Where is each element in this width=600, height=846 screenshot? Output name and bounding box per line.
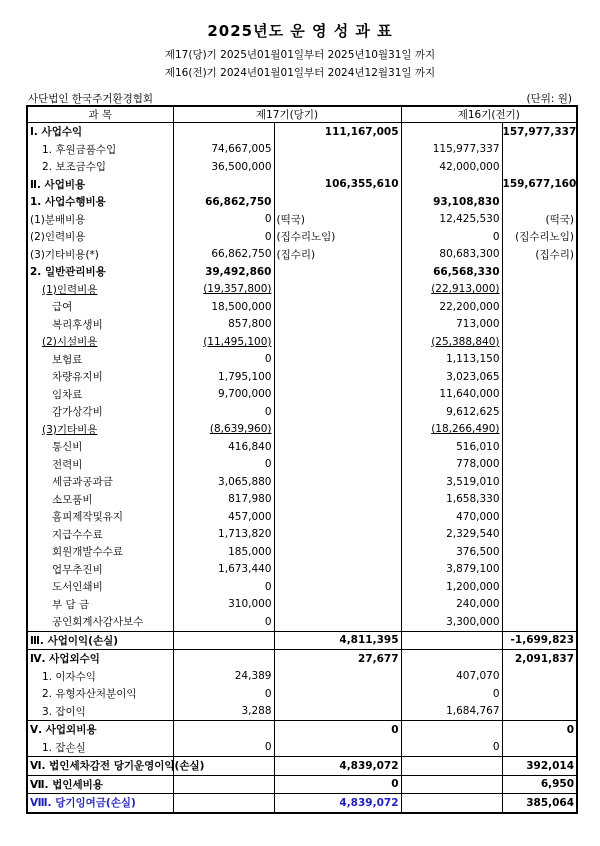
prior-total: 157,977,337	[502, 125, 577, 138]
current-total: (집수리노임)	[274, 228, 401, 246]
current-subtotal: 0	[173, 685, 274, 703]
prior-subtotal: 9,612,625	[401, 403, 502, 421]
prior-subtotal: 0	[401, 739, 502, 757]
current-subtotal: 1,795,100	[173, 368, 274, 386]
table-row	[27, 650, 577, 668]
table-row	[27, 526, 577, 544]
row-label: 홈피제작및유지	[27, 508, 173, 526]
table-row	[27, 508, 577, 526]
table-row	[27, 668, 577, 686]
table-row	[27, 351, 577, 369]
prior-subtotal: 407,070	[401, 668, 502, 686]
table-row	[27, 193, 577, 211]
row-label: 소모품비	[27, 491, 173, 509]
prior-total	[502, 596, 577, 614]
current-total	[274, 473, 401, 491]
prior-total	[502, 263, 577, 281]
row-label: 감가상각비	[27, 403, 173, 421]
row-label: Ⅶ. 법인세비용	[27, 775, 173, 794]
current-total: 106,355,610	[274, 176, 401, 194]
prior-subtotal: 115,977,337	[401, 141, 502, 159]
table-row	[27, 613, 577, 631]
document-title: 2025년도 운 영 성 과 표	[207, 22, 393, 40]
current-subtotal: 0	[173, 228, 274, 246]
current-total	[274, 141, 401, 159]
current-total	[274, 685, 401, 703]
current-subtotal	[173, 631, 274, 650]
row-label: Ⅳ. 사업외수익	[27, 650, 173, 668]
current-total: 4,839,072	[274, 757, 401, 776]
table-row	[27, 263, 577, 281]
current-total	[274, 703, 401, 721]
prior-total	[502, 316, 577, 334]
prior-subtotal	[401, 721, 502, 739]
current-subtotal: 1,673,440	[173, 561, 274, 579]
current-subtotal	[173, 721, 274, 739]
current-total	[274, 158, 401, 176]
row-label: 1. 잡손실	[27, 739, 173, 757]
prior-subtotal	[401, 176, 502, 194]
table-row	[27, 794, 577, 813]
row-label: 3. 잡이익	[27, 703, 173, 721]
current-total	[274, 333, 401, 351]
row-label: 통신비	[27, 438, 173, 456]
current-total: 4,811,395	[274, 631, 401, 650]
current-total	[274, 351, 401, 369]
current-subtotal: 416,840	[173, 438, 274, 456]
current-total	[274, 543, 401, 561]
table-row	[27, 386, 577, 404]
prior-total	[502, 421, 577, 439]
table-row	[27, 543, 577, 561]
table-header-row	[27, 106, 577, 123]
current-subtotal: 185,000	[173, 543, 274, 561]
row-label: 지급수수료	[27, 526, 173, 544]
current-subtotal: 817,980	[173, 491, 274, 509]
current-subtotal: (11,495,100)	[173, 333, 274, 351]
prior-total	[502, 613, 577, 631]
row-label: 1. 후원금품수입	[27, 141, 173, 159]
row-label: 1. 이자수익	[27, 668, 173, 686]
prior-total	[502, 281, 577, 299]
row-label: Ⅱ. 사업비용	[27, 176, 173, 194]
prior-total	[502, 685, 577, 703]
prior-subtotal	[401, 775, 502, 794]
current-subtotal: 66,862,750	[173, 193, 274, 211]
current-subtotal: 0	[173, 351, 274, 369]
current-subtotal: (19,357,800)	[173, 281, 274, 299]
table-row	[27, 596, 577, 614]
prior-subtotal: 2,329,540	[401, 526, 502, 544]
header-current: 제17기(당기)	[173, 106, 401, 123]
current-subtotal	[173, 794, 274, 813]
current-total: 0	[274, 775, 401, 794]
current-total	[274, 298, 401, 316]
row-label: 임차료	[27, 386, 173, 404]
current-total	[274, 316, 401, 334]
prior-subtotal: 470,000	[401, 508, 502, 526]
current-total	[274, 491, 401, 509]
prior-total	[502, 508, 577, 526]
row-label: (1)분배비용	[27, 211, 173, 229]
table-row	[27, 703, 577, 721]
current-subtotal: 1,713,820	[173, 526, 274, 544]
prior-total	[502, 456, 577, 474]
prior-subtotal: 240,000	[401, 596, 502, 614]
current-subtotal: 0	[173, 456, 274, 474]
current-subtotal: 0	[173, 613, 274, 631]
prior-total	[502, 368, 577, 386]
operating-results-table	[26, 105, 578, 814]
table-row	[27, 561, 577, 579]
current-total: (집수리)	[274, 246, 401, 264]
table-row	[27, 757, 577, 776]
prior-subtotal: 22,200,000	[401, 298, 502, 316]
prior-subtotal: 713,000	[401, 316, 502, 334]
current-total	[274, 281, 401, 299]
prior-total	[502, 543, 577, 561]
table-row	[27, 438, 577, 456]
table-row	[27, 246, 577, 264]
row-label: 전력비	[27, 456, 173, 474]
current-total: (떡국)	[274, 211, 401, 229]
prior-total: -1,699,823	[502, 631, 577, 650]
row-label: Ⅵ. 법인세차감전 당기운영이익(손실)	[27, 757, 173, 776]
table-row	[27, 141, 577, 159]
current-subtotal	[173, 775, 274, 794]
prior-subtotal	[401, 631, 502, 650]
prior-subtotal: 66,568,330	[401, 263, 502, 281]
current-total	[274, 386, 401, 404]
table-body	[27, 123, 577, 813]
current-subtotal: 3,065,880	[173, 473, 274, 491]
table-row	[27, 211, 577, 229]
prior-total	[502, 351, 577, 369]
row-label: 차량유지비	[27, 368, 173, 386]
prior-subtotal	[401, 650, 502, 668]
current-subtotal	[173, 123, 274, 141]
prior-total	[502, 403, 577, 421]
prior-subtotal: 516,010	[401, 438, 502, 456]
table-row	[27, 158, 577, 176]
current-total	[274, 421, 401, 439]
prior-subtotal: (22,913,000)	[401, 281, 502, 299]
unit-label: (단위: 원)	[526, 93, 572, 105]
header-item: 과 목	[27, 106, 173, 123]
current-subtotal: (8,639,960)	[173, 421, 274, 439]
row-label: 2. 유형자산처분이익	[27, 685, 173, 703]
prior-subtotal: 1,200,000	[401, 578, 502, 596]
current-subtotal	[173, 176, 274, 194]
table-row	[27, 631, 577, 650]
prior-subtotal: (18,266,490)	[401, 421, 502, 439]
current-total	[274, 739, 401, 757]
prior-total	[502, 703, 577, 721]
row-label: 업무추진비	[27, 561, 173, 579]
current-total	[274, 438, 401, 456]
prior-total	[502, 158, 577, 176]
table-row	[27, 228, 577, 246]
row-label: (3)기타비용	[27, 421, 173, 439]
current-total	[274, 403, 401, 421]
current-subtotal: 18,500,000	[173, 298, 274, 316]
current-total	[274, 193, 401, 211]
prior-subtotal: 3,879,100	[401, 561, 502, 579]
row-label: 1. 사업수행비용	[27, 193, 173, 211]
current-total	[274, 368, 401, 386]
current-subtotal: 9,700,000	[173, 386, 274, 404]
current-subtotal: 36,500,000	[173, 158, 274, 176]
prior-total	[502, 193, 577, 211]
current-total	[274, 668, 401, 686]
prior-total: (집수리노임)	[515, 231, 575, 244]
table-row	[27, 403, 577, 421]
prior-total: 385,064	[502, 794, 577, 813]
current-subtotal: 0	[173, 211, 274, 229]
current-subtotal: 74,667,005	[173, 141, 274, 159]
prior-subtotal	[401, 123, 502, 141]
prior-subtotal: 778,000	[401, 456, 502, 474]
period-prior: 제16(전)기 2024년01월01일부터 2024년12월31일 까지	[164, 67, 436, 79]
current-total	[274, 508, 401, 526]
table-row	[27, 316, 577, 334]
row-label: 공인회계사감사보수	[27, 613, 173, 631]
prior-total	[502, 491, 577, 509]
row-label: 세금과공과금	[27, 473, 173, 491]
prior-total: 6,950	[502, 775, 577, 794]
current-subtotal: 3,288	[173, 703, 274, 721]
table-row	[27, 333, 577, 351]
prior-subtotal: 1,684,767	[401, 703, 502, 721]
prior-total	[502, 578, 577, 596]
current-subtotal: 457,000	[173, 508, 274, 526]
table-row	[27, 123, 577, 141]
current-total	[274, 561, 401, 579]
current-subtotal: 39,492,860	[173, 263, 274, 281]
current-total: 4,839,072	[274, 794, 401, 813]
prior-total	[502, 333, 577, 351]
row-label: Ⅷ. 당기잉여금(손실)	[27, 794, 173, 813]
row-label: 2. 일반관리비용	[27, 263, 173, 281]
current-subtotal: 0	[173, 403, 274, 421]
current-total	[274, 596, 401, 614]
table-row	[27, 368, 577, 386]
current-total	[274, 263, 401, 281]
header-prior: 제16기(전기)	[401, 106, 577, 123]
row-label: (2)시설비용	[27, 333, 173, 351]
prior-subtotal	[401, 794, 502, 813]
prior-total	[502, 739, 577, 757]
prior-subtotal: 93,108,830	[401, 193, 502, 211]
table-row	[27, 491, 577, 509]
table-row	[27, 721, 577, 739]
prior-subtotal: 0	[401, 685, 502, 703]
prior-total	[502, 386, 577, 404]
prior-total: 0	[502, 721, 577, 739]
prior-subtotal: 3,023,065	[401, 368, 502, 386]
table-row	[27, 685, 577, 703]
current-total	[274, 526, 401, 544]
current-subtotal: 310,000	[173, 596, 274, 614]
prior-total	[502, 473, 577, 491]
prior-total	[502, 438, 577, 456]
prior-subtotal: 3,519,010	[401, 473, 502, 491]
prior-subtotal: (25,388,840)	[401, 333, 502, 351]
prior-total	[502, 298, 577, 316]
row-label: 2. 보조금수입	[27, 158, 173, 176]
current-total	[274, 613, 401, 631]
table-row	[27, 281, 577, 299]
table-row	[27, 176, 577, 194]
prior-subtotal: 3,300,000	[401, 613, 502, 631]
current-subtotal: 0	[173, 739, 274, 757]
prior-subtotal: 1,658,330	[401, 491, 502, 509]
row-label: 회원개발수수료	[27, 543, 173, 561]
row-label: 보험료	[27, 351, 173, 369]
current-subtotal: 24,389	[173, 668, 274, 686]
period-current: 제17(당)기 2025년01월01일부터 2025년10월31일 까지	[164, 49, 436, 61]
prior-subtotal: 376,500	[401, 543, 502, 561]
prior-total	[502, 561, 577, 579]
prior-total	[502, 526, 577, 544]
prior-subtotal: 12,425,530	[401, 211, 502, 229]
current-subtotal	[173, 650, 274, 668]
prior-subtotal: 0	[401, 228, 502, 246]
row-label: 부 담 금	[27, 596, 173, 614]
prior-total	[502, 141, 577, 159]
table-row	[27, 775, 577, 794]
current-total: 0	[274, 721, 401, 739]
prior-total	[502, 668, 577, 686]
current-total: 27,677	[274, 650, 401, 668]
prior-subtotal: 42,000,000	[401, 158, 502, 176]
table-row	[27, 421, 577, 439]
prior-subtotal: 80,683,300	[401, 246, 502, 264]
prior-total: 159,677,160	[502, 178, 577, 191]
prior-subtotal: 11,640,000	[401, 386, 502, 404]
prior-subtotal	[401, 757, 502, 776]
current-total	[274, 456, 401, 474]
prior-total: 392,014	[502, 757, 577, 776]
current-subtotal: 66,862,750	[173, 246, 274, 264]
prior-total: 2,091,837	[502, 650, 577, 668]
current-subtotal: 0	[173, 578, 274, 596]
row-label: Ⅴ. 사업외비용	[27, 721, 173, 739]
row-label: 급여	[27, 298, 173, 316]
row-label: Ⅲ. 사업이익(손실)	[27, 631, 173, 650]
table-row	[27, 739, 577, 757]
current-total: 111,167,005	[274, 123, 401, 141]
row-label: (1)인력비용	[27, 281, 173, 299]
table-row	[27, 578, 577, 596]
row-label: 도서인쇄비	[27, 578, 173, 596]
table-row	[27, 473, 577, 491]
prior-subtotal: 1,113,150	[401, 351, 502, 369]
prior-total: (집수리)	[535, 248, 575, 261]
row-label: (2)인력비용	[27, 228, 173, 246]
current-total	[274, 578, 401, 596]
row-label: (3)기타비용(*)	[27, 246, 173, 264]
table-row	[27, 298, 577, 316]
table-row	[27, 456, 577, 474]
row-label: 복리후생비	[27, 316, 173, 334]
organization-name: 사단법인 한국주거환경협회	[28, 93, 154, 105]
row-label: Ⅰ. 사업수익	[27, 123, 173, 141]
prior-total: (떡국)	[545, 213, 575, 226]
current-subtotal: 857,800	[173, 316, 274, 334]
